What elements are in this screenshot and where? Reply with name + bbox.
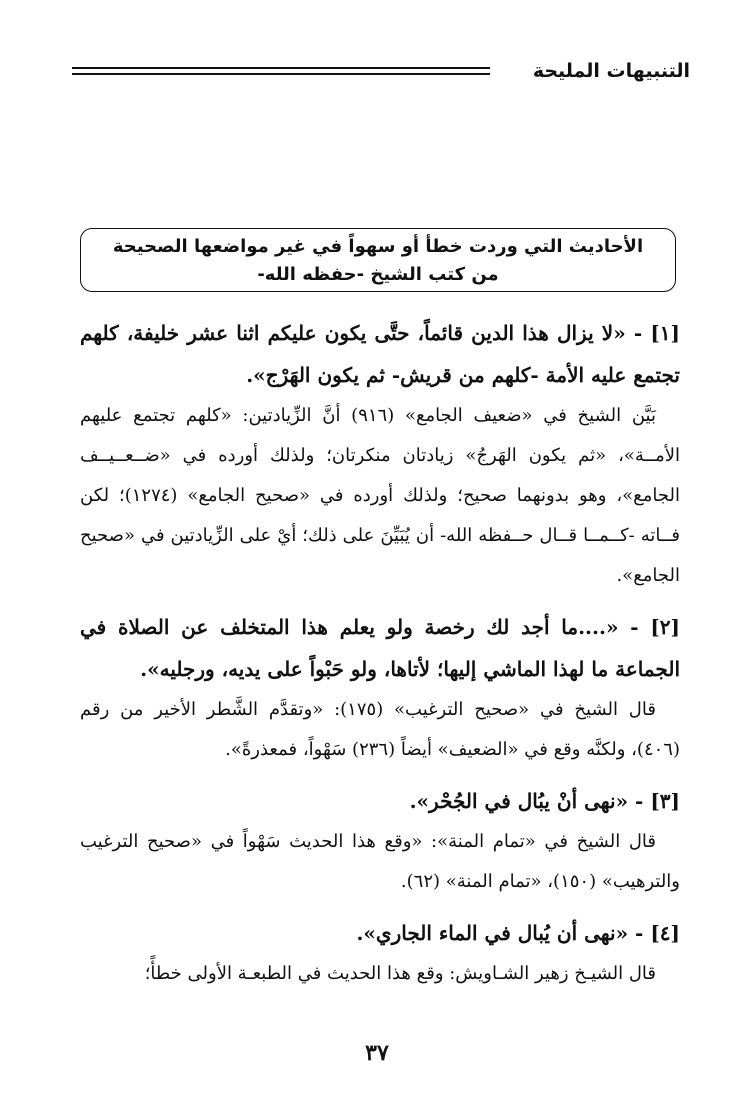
hadith-text: - «....ما أجد لك رخصة ولو يعلم هذا المتخلف عن الصلاة في الجماعة ما لهذا الماشي إليها؛ لأتاها، ولو حَبْواً على يديه، ورجليه». (80, 615, 680, 681)
entry-number: [١] (650, 321, 680, 345)
header-rule (72, 67, 490, 69)
commentary-paragraph: بَيَّن الشيخ في «ضعيف الجامع» (٩١٦) أنَّ الزِّيادتين: «كلهم تجتمع عليهم الأمــة»، «ثم يكون الهَرجُ» زيادتان منكرتان؛ ولذلك أورده في «ضــعــيــف الجامع»، وهو بدونهما صحيح؛ ولذلك أورده في «صحيح الجامع» (١٢٧٤)؛ لكن فــاته -كــمــا قــال حــفظه الله- أن يُبَيِّنَ على ذلك؛ أيْ على الزِّيادتين في «صحيح الجامع». (80, 405, 680, 586)
hadith-entry (80, 312, 680, 396)
section-title-line-1: الأحاديث التي وردت خطأ أو سهواً في غير مواضعها الصحيحة (112, 236, 644, 257)
hadith-entry (80, 780, 680, 822)
hadith-text: - «لا يزال هذا الدين قائماً، حتَّى يكون عليكم اثنا عشر خليفة، كلهم تجتمع عليه الأمة -كلهم من قريش- ثم يكون الهَرْج». (80, 321, 680, 387)
commentary-paragraph: قال الشيخ في «تمام المنة»: «وقع هذا الحديث سَهْواً في «صحيح الترغيب والترهيب» (١٥٠)، «تمام المنة» (٦٢). (80, 831, 680, 892)
header-rule (72, 73, 490, 75)
header-title: التنبيهات المليحة (532, 60, 690, 82)
page-number: ٣٧ (365, 1040, 389, 1066)
page-body (80, 312, 680, 1004)
hadith-text: - «نهى أنْ يبُال في الجُحْر». (409, 789, 644, 813)
commentary-paragraph: قال الشيخ في «صحيح الترغيب» (١٧٥): «وتقدَّم الشَّطر الأخير من رقم (٤٠٦)، ولكنَّه وقع في «الضعيف» أيضاً (٢٣٦) سَهْواً، فمعذرةً». (80, 699, 680, 760)
section-title-box (80, 228, 676, 292)
hadith-entry (80, 606, 680, 690)
commentary-paragraph: قال الشيـخ زهير الشـاويش: وقع هذا الحديث في الطبعـة الأولى خطأً؛ (144, 963, 656, 984)
entry-number: [٣] (650, 789, 680, 813)
entry-number: [٢] (650, 615, 680, 639)
hadith-text: - «نهى أن يُبال في الماء الجاري». (356, 921, 644, 945)
hadith-entry (80, 912, 680, 954)
entry-number: [٤] (650, 921, 680, 945)
running-header (72, 58, 690, 88)
section-title-line-2: من كتب الشيخ -حفظه الله- (257, 264, 499, 285)
